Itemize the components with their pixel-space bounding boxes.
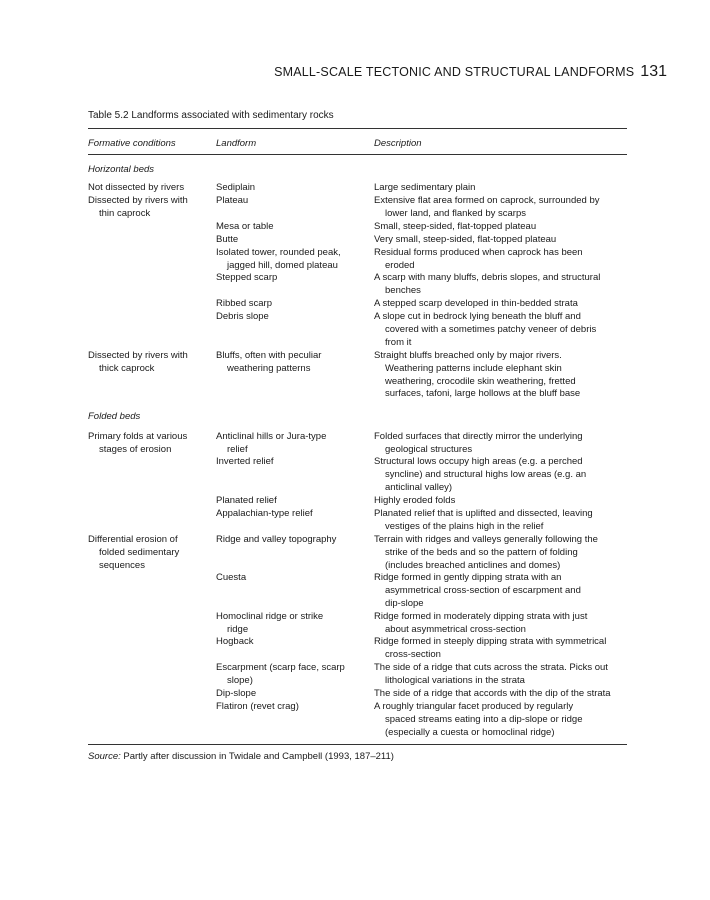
cell-line: spaced streams eating into a dip-slope or ridge [385,713,583,725]
cell-landform [216,298,272,311]
cell-line: cross-section [385,648,441,660]
table-bottom-rule [88,744,627,745]
table-source-note [88,751,394,762]
cell-line: eroded [385,259,415,271]
cell-line: A slope cut in bedrock lying beneath the bluff and [374,311,581,322]
cell-landform [216,431,326,457]
cell-landform [216,508,313,521]
cell-description [374,182,475,195]
cell-line: thin caprock [99,207,151,219]
cell-line: Mesa or table [216,221,274,232]
cell-landform [216,534,336,547]
column-header-conditions: Formative conditions [88,138,176,149]
cell-line: A stepped scarp developed in thin-bedded strata [374,298,578,309]
cell-description [374,662,608,688]
cell-line: benches [385,284,421,296]
cell-line: Cuesta [216,572,247,583]
running-header [0,63,667,81]
cell-line: Ridge formed in gently dipping strata with an [374,572,562,583]
cell-line: ridge [227,623,249,635]
cell-line: Primary folds at various [88,431,188,442]
source-label: Source: [88,751,121,762]
cell-line: Flatiron (revet crag) [216,701,299,712]
cell-line: relief [227,443,248,455]
cell-description [374,221,536,234]
cell-line: Highly eroded folds [374,495,456,506]
page-number: 131 [640,63,667,80]
cell-landform [216,495,277,508]
cell-description [374,508,593,534]
cell-line: lithological variations in the strata [385,674,525,686]
cell-line: A roughly triangular facet produced by regularly [374,701,574,712]
cell-landform [216,234,238,247]
cell-line: syncline) and structural highs low areas (e.g. an [385,468,587,480]
cell-conditions [88,431,187,457]
cell-description [374,701,583,739]
table-top-rule [88,128,627,129]
cell-line: covered with a sometimes patchy veneer of debris [385,323,597,335]
cell-line: Dip-slope [216,688,257,699]
cell-line: weathering patterns [227,362,311,374]
cell-description [374,298,578,311]
cell-line: slope) [227,674,253,686]
cell-landform [216,572,246,585]
cell-line: Weathering patterns include elephant skin [385,362,562,374]
cell-conditions [88,182,184,195]
cell-line: Ribbed scarp [216,298,272,309]
cell-line: Isolated tower, rounded peak, [216,247,341,258]
cell-line: dip-slope [385,597,424,609]
source-text: Partly after discussion in Twidale and Campbell (1993, 187–211) [120,751,394,762]
cell-line: Homoclinal ridge or strike [216,611,324,622]
cell-line: geological structures [385,443,473,455]
cell-description [374,234,556,247]
cell-line: Very small, steep-sided, flat-topped plateau [374,234,557,245]
cell-line: (especially a cuesta or homoclinal ridge) [385,726,555,738]
cell-landform [216,636,254,649]
cell-line: folded sedimentary [99,546,180,558]
cell-description [374,572,581,610]
cell-description [374,611,587,637]
cell-line: Bluffs, often with peculiar [216,350,322,361]
cell-line: Structural lows occupy high areas (e.g. a perched [374,456,583,467]
cell-line: A scarp with many bluffs, debris slopes, and structural [374,272,601,283]
cell-description [374,534,598,572]
cell-landform [216,221,274,234]
cell-landform [216,611,323,637]
cell-line: Dissected by rivers with [88,350,188,361]
table-header-rule [88,154,627,155]
cell-landform [216,688,256,701]
cell-line: Large sedimentary plain [374,182,476,193]
cell-line: Ridge formed in moderately dipping strata with just [374,611,588,622]
column-header-description: Description [374,138,422,149]
cell-line: Plateau [216,195,249,206]
cell-line: Extensive flat area formed on caprock, surrounded by [374,195,600,206]
cell-line: Dissected by rivers with [88,195,188,206]
cell-description [374,311,596,349]
cell-line: Straight bluffs breached only by major rivers. [374,350,562,361]
cell-line: about asymmetrical cross-section [385,623,526,635]
cell-description [374,456,586,494]
cell-landform [216,350,321,376]
cell-conditions [88,350,188,376]
cell-line: The side of a ridge that cuts across the strata. Picks out [374,662,608,673]
cell-description [374,272,600,298]
cell-line: Stepped scarp [216,272,278,283]
cell-line: jagged hill, domed plateau [227,259,338,271]
cell-description [374,195,599,221]
table-caption: Table 5.2 Landforms associated with sedimentary rocks [88,110,334,121]
cell-landform [216,182,255,195]
cell-landform [216,456,274,469]
cell-line: Appalachian-type relief [216,508,313,519]
cell-line: Residual forms produced when caprock has been [374,247,583,258]
cell-description [374,636,606,662]
cell-landform [216,195,248,208]
cell-landform [216,247,341,273]
cell-line: Not dissected by rivers [88,182,185,193]
cell-line: surfaces, tafoni, large hollows at the bluff base [385,388,581,400]
cell-line: Anticlinal hills or Jura-type [216,431,327,442]
cell-landform [216,311,269,324]
cell-line: from it [385,336,412,348]
cell-description [374,495,455,508]
cell-line: lower land, and flanked by scarps [385,207,526,219]
cell-line: anticlinal valley) [385,481,453,493]
cell-line: weathering, crocodile skin weathering, fretted [385,375,576,387]
cell-line: Folded surfaces that directly mirror the underlying [374,431,583,442]
cell-line: sequences [99,559,145,571]
cell-line: Sediplain [216,182,256,193]
cell-conditions [88,195,188,221]
cell-line: Terrain with ridges and valleys generally following the [374,534,598,545]
cell-line: Planated relief [216,495,277,506]
cell-landform [216,272,277,285]
cell-line: (includes breached anticlines and domes) [385,559,561,571]
cell-line: Differential erosion of [88,534,178,545]
cell-line: Planated relief that is uplifted and dissected, leaving [374,508,593,519]
cell-landform [216,701,299,714]
cell-line: Debris slope [216,311,269,322]
cell-line: Ridge and valley topography [216,534,337,545]
cell-description [374,688,611,701]
cell-line: Butte [216,234,239,245]
cell-landform [216,662,345,688]
cell-line: Ridge formed in steeply dipping strata with symmetrical [374,636,607,647]
cell-line: Hogback [216,636,254,647]
cell-line: thick caprock [99,362,155,374]
column-header-landform: Landform [216,138,257,149]
cell-line: strike of the beds and so the pattern of folding [385,546,578,558]
cell-description [374,247,583,273]
section-heading: Horizontal beds [88,164,155,175]
cell-line: Escarpment (scarp face, scarp [216,662,345,673]
section-heading: Folded beds [88,411,141,422]
running-header-title: SMALL-SCALE TECTONIC AND STRUCTURAL LANDFORMS [274,65,635,79]
cell-line: vestiges of the plains high in the relief [385,520,544,532]
cell-conditions [88,534,179,572]
cell-line: The side of a ridge that accords with the dip of the strata [374,688,611,699]
cell-line: stages of erosion [99,443,172,455]
cell-line: Small, steep-sided, flat-topped plateau [374,221,537,232]
cell-description [374,350,580,401]
cell-line: asymmetrical cross-section of escarpment and [385,584,581,596]
cell-description [374,431,583,457]
cell-line: Inverted relief [216,456,274,467]
